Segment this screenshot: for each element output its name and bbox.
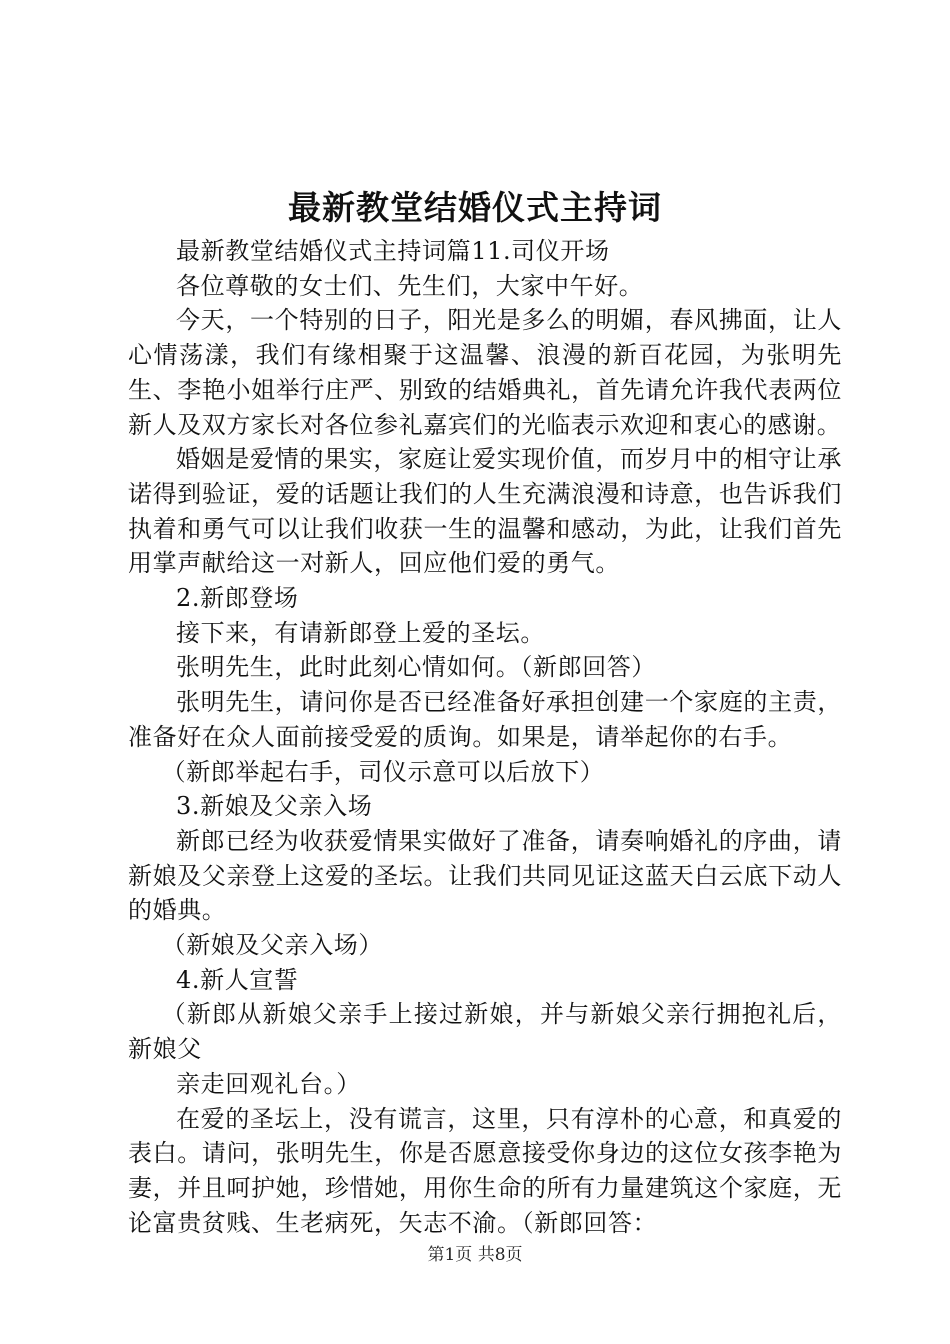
document-body: [128, 234, 842, 1240]
paragraph-groom-question: 张明先生，此时此刻心情如何。（新郎回答）: [176, 653, 656, 682]
paragraph-marriage: 婚姻是爱情的果实，家庭让爱实现价值，而岁月中的相守让承诺得到验证，爱的话题让我们的人生充满浪漫和诗意，也告诉我们执着和勇气可以让我们收获一生的温馨和感动，为此，让我们首先用掌声献给这一对新人，回应他们爱的勇气。: [128, 445, 842, 578]
paragraph-bride-enters: （新娘及父亲入场）: [161, 931, 383, 960]
paragraph-heading-2: 2.新郎登场: [176, 584, 299, 613]
paragraph-greeting: 各位尊敬的女士们、先生们，大家中午好。: [176, 271, 644, 300]
paragraph-groom-invite: 接下来，有请新郎登上爱的圣坛。: [176, 618, 545, 647]
document-title: 最新教堂结婚仪式主持词: [288, 188, 662, 227]
paragraph-heading-4: 4.新人宣誓: [176, 965, 299, 994]
paragraph-heading-3: 3.新娘及父亲入场: [176, 792, 373, 821]
paragraph-heading-1: 最新教堂结婚仪式主持词篇11.司仪开场: [176, 237, 610, 265]
paragraph-groom-raise: （新郎举起右手，司仪示意可以后放下）: [161, 757, 605, 786]
paragraph-opening: 今天，一个特别的日子，阳光是多么的明媚，春风拂面，让人心情荡漾，我们有缘相聚于这温馨、浪漫的新百花园，为张明先生、李艳小姐举行庄严、别致的结婚典礼，首先请允许我代表两位新人及双方家长对各位参礼嘉宾们的光临表示欢迎和衷心的感谢。: [128, 306, 842, 439]
paragraph-groom-ready: 张明先生，请问你是否已经准备好承担创建一个家庭的主责，准备好在众人面前接受爱的质询。如果是，请举起你的右手。: [128, 688, 842, 751]
paragraph-bride-entry: 新郎已经为收获爱情果实做好了准备，请奏响婚礼的序曲，请新娘及父亲登上这爱的圣坛。让我们共同见证这蓝天白云底下动人的婚典。: [128, 826, 842, 925]
paragraph-father-return: 亲走回观礼台。）: [176, 1069, 361, 1098]
page-footer: 第1页 共8页: [427, 1245, 523, 1265]
paragraph-vow: 在爱的圣坛上，没有谎言，这里，只有淳朴的心意，和真爱的表白。请问，张明先生，你是否愿意接受你身边的这位女孩李艳为妻，并且呵护她，珍惜她，用你生命的所有力量建筑这个家庭，无论富贵贫贱、生老病死，矢志不渝。（新郎回答：: [128, 1104, 842, 1237]
paragraph-handover: （新郎从新娘父亲手上接过新娘，并与新娘父亲行拥抱礼后，新娘父: [128, 1000, 842, 1064]
